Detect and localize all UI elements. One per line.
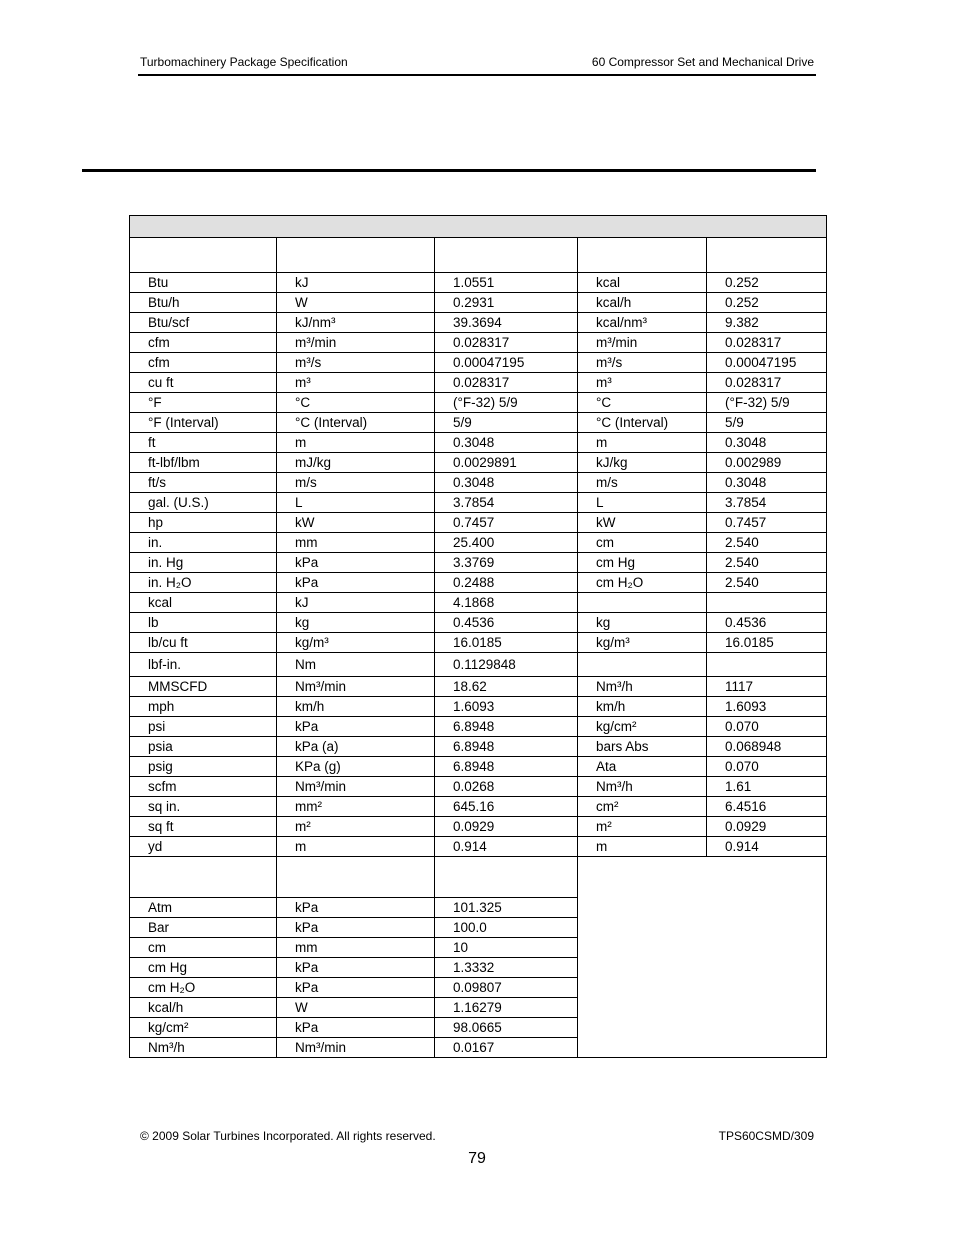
table-cell: 0.002989: [707, 453, 827, 473]
header-rule: [138, 74, 816, 76]
blank-area: [578, 857, 827, 1058]
table-cell: kcal: [130, 593, 277, 613]
table-cell: kJ/kg: [578, 453, 707, 473]
table-row: [130, 717, 827, 737]
table-cell: m³/min: [277, 333, 435, 353]
table-cell: [707, 593, 827, 613]
table-row: [130, 453, 827, 473]
table-cell: 101.325: [435, 898, 578, 918]
table-cell: m³/s: [578, 353, 707, 373]
table-cell: cm²: [578, 797, 707, 817]
table-cell: (°F-32) 5/9: [707, 393, 827, 413]
table-cell: 0.7457: [435, 513, 578, 533]
table-title-cell: [130, 216, 827, 238]
table-cell: 0.2931: [435, 293, 578, 313]
table-cell: 0.1129848: [435, 653, 578, 677]
table-cell: 39.3694: [435, 313, 578, 333]
table-cell: psia: [130, 737, 277, 757]
table-cell: [707, 653, 827, 677]
table-cell: cm: [130, 938, 277, 958]
table-cell: 2.540: [707, 533, 827, 553]
table-row: [130, 817, 827, 837]
table-cell: MMSCFD: [130, 677, 277, 697]
table-cell: cm H₂O: [130, 978, 277, 998]
table-cell: 0.0929: [435, 817, 578, 837]
table-cell: 0.3048: [707, 433, 827, 453]
table-row: [130, 373, 827, 393]
table-cell: Nm³/h: [130, 1038, 277, 1058]
table-cell: 98.0665: [435, 1018, 578, 1038]
table-cell: Btu/h: [130, 293, 277, 313]
table-cell: cfm: [130, 333, 277, 353]
table-cell: 1.16279: [435, 998, 578, 1018]
table-cell: 1.3332: [435, 958, 578, 978]
table-cell: 16.0185: [435, 633, 578, 653]
table-row: [130, 837, 827, 857]
table-row: [130, 293, 827, 313]
table-cell: in. Hg: [130, 553, 277, 573]
table-cell: kW: [277, 513, 435, 533]
table-cell: 0.914: [435, 837, 578, 857]
table-row: [130, 553, 827, 573]
table-cell: lb: [130, 613, 277, 633]
table-row: [130, 413, 827, 433]
table-cell: 0.0029891: [435, 453, 578, 473]
table-cell: kPa: [277, 918, 435, 938]
table-row: [130, 533, 827, 553]
table-cell: mph: [130, 697, 277, 717]
page-number: 79: [468, 1150, 486, 1167]
table-row: [130, 333, 827, 353]
table-row: [130, 653, 827, 677]
table-cell: 18.62: [435, 677, 578, 697]
table-cell: kcal/nm³: [578, 313, 707, 333]
table-row: [130, 393, 827, 413]
table-cell: Ata: [578, 757, 707, 777]
table-cell: 0.09807: [435, 978, 578, 998]
table-cell: mm: [277, 533, 435, 553]
table-cell: 6.4516: [707, 797, 827, 817]
table-cell: 0.3048: [435, 433, 578, 453]
table-cell: mm: [277, 938, 435, 958]
table-row: [130, 273, 827, 293]
table-cell: scfm: [130, 777, 277, 797]
table-cell: 0.00047195: [435, 353, 578, 373]
document-id: TPS60CSMD/309: [718, 1129, 814, 1143]
table-cell: 1.6093: [707, 697, 827, 717]
table-cell: gal. (U.S.): [130, 493, 277, 513]
table-row: [130, 737, 827, 757]
table-cell: in.: [130, 533, 277, 553]
table-cell: m²: [578, 817, 707, 837]
table-cell: 0.068948: [707, 737, 827, 757]
table-cell: Nm³/h: [578, 777, 707, 797]
table-cell: m³/min: [578, 333, 707, 353]
table-cell: lb/cu ft: [130, 633, 277, 653]
header-cell: [707, 238, 827, 273]
table-row: [130, 613, 827, 633]
table-cell: °C (Interval): [277, 413, 435, 433]
conversion-table: [129, 215, 827, 1058]
table-cell: kPa: [277, 1018, 435, 1038]
subheader-cell: [130, 857, 277, 898]
table-cell: 0.2488: [435, 573, 578, 593]
table-title-row: [130, 216, 827, 238]
table-row: [130, 473, 827, 493]
table-cell: Bar: [130, 918, 277, 938]
table-cell: cfm: [130, 353, 277, 373]
table-cell: °C (Interval): [578, 413, 707, 433]
table-cell: cu ft: [130, 373, 277, 393]
table-cell: [578, 593, 707, 613]
table-cell: W: [277, 998, 435, 1018]
table-cell: 0.3048: [435, 473, 578, 493]
table-cell: Nm³/min: [277, 1038, 435, 1058]
table-cell: bars Abs: [578, 737, 707, 757]
table-cell: 0.4536: [435, 613, 578, 633]
table-cell: m: [277, 433, 435, 453]
table-cell: 6.8948: [435, 737, 578, 757]
table-cell: 0.252: [707, 293, 827, 313]
table-cell: Nm³/h: [578, 677, 707, 697]
table-cell: 0.028317: [707, 373, 827, 393]
table-cell: 0.914: [707, 837, 827, 857]
table-row: [130, 757, 827, 777]
table-cell: cm Hg: [130, 958, 277, 978]
table-cell: Btu: [130, 273, 277, 293]
table-row: [130, 777, 827, 797]
table-header-row: [130, 238, 827, 273]
table-cell: (°F-32) 5/9: [435, 393, 578, 413]
table-cell: °C: [277, 393, 435, 413]
table-cell: 3.7854: [707, 493, 827, 513]
table-cell: kPa: [277, 978, 435, 998]
table-cell: kcal/h: [578, 293, 707, 313]
table-row: [130, 353, 827, 373]
table-cell: Nm³/min: [277, 677, 435, 697]
table-cell: 4.1868: [435, 593, 578, 613]
table-cell: cm Hg: [578, 553, 707, 573]
table-cell: cm H₂O: [578, 573, 707, 593]
table-cell: 0.028317: [435, 333, 578, 353]
table-cell: kW: [578, 513, 707, 533]
table-cell: 2.540: [707, 573, 827, 593]
table-cell: 25.400: [435, 533, 578, 553]
table-cell: 5/9: [435, 413, 578, 433]
table-cell: 0.070: [707, 717, 827, 737]
table-cell: m/s: [578, 473, 707, 493]
table-cell: 2.540: [707, 553, 827, 573]
table-cell: kg: [578, 613, 707, 633]
table-cell: kPa: [277, 898, 435, 918]
table-cell: km/h: [578, 697, 707, 717]
table-cell: 100.0: [435, 918, 578, 938]
table-cell: kcal: [578, 273, 707, 293]
table-cell: 0.00047195: [707, 353, 827, 373]
table-cell: ft/s: [130, 473, 277, 493]
table-cell: km/h: [277, 697, 435, 717]
table-cell: 6.8948: [435, 717, 578, 737]
header-cell: [277, 238, 435, 273]
table-cell: 0.028317: [435, 373, 578, 393]
table-cell: W: [277, 293, 435, 313]
table-cell: in. H₂O: [130, 573, 277, 593]
table-cell: 5/9: [707, 413, 827, 433]
table-cell: psi: [130, 717, 277, 737]
table-row: [130, 593, 827, 613]
table-cell: 0.7457: [707, 513, 827, 533]
table-cell: kPa: [277, 553, 435, 573]
table-row: [130, 797, 827, 817]
section-rule: [82, 169, 816, 172]
table-row: [130, 513, 827, 533]
table-cell: kg/cm²: [130, 1018, 277, 1038]
table-cell: L: [578, 493, 707, 513]
table-cell: 0.252: [707, 273, 827, 293]
table-cell: Nm³/min: [277, 777, 435, 797]
table-cell: mJ/kg: [277, 453, 435, 473]
table-cell: °F: [130, 393, 277, 413]
table-cell: kJ: [277, 273, 435, 293]
table-cell: 1.61: [707, 777, 827, 797]
header-cell: [578, 238, 707, 273]
table-cell: kPa: [277, 717, 435, 737]
table-cell: L: [277, 493, 435, 513]
table-cell: kg/cm²: [578, 717, 707, 737]
table-cell: sq ft: [130, 817, 277, 837]
table-cell: m³/s: [277, 353, 435, 373]
table-cell: sq in.: [130, 797, 277, 817]
table-cell: 3.3769: [435, 553, 578, 573]
table-row: [130, 573, 827, 593]
table-cell: kPa: [277, 958, 435, 978]
table-cell: °C: [578, 393, 707, 413]
table-cell: kcal/h: [130, 998, 277, 1018]
table-cell: m³: [578, 373, 707, 393]
table-cell: kPa: [277, 573, 435, 593]
table-row: [130, 433, 827, 453]
table-cell: 0.0268: [435, 777, 578, 797]
table-cell: kJ: [277, 593, 435, 613]
table-cell: 1.0551: [435, 273, 578, 293]
table-cell: 6.8948: [435, 757, 578, 777]
table-cell: 3.7854: [435, 493, 578, 513]
subheader-cell: [277, 857, 435, 898]
table-cell: 645.16: [435, 797, 578, 817]
table-cell: kJ/nm³: [277, 313, 435, 333]
table-cell: 0.070: [707, 757, 827, 777]
table-cell: m: [578, 433, 707, 453]
table-cell: kg: [277, 613, 435, 633]
table-cell: Atm: [130, 898, 277, 918]
table-cell: 0.0167: [435, 1038, 578, 1058]
table-cell: 1.6093: [435, 697, 578, 717]
table-cell: 1117: [707, 677, 827, 697]
table-cell: mm²: [277, 797, 435, 817]
table-cell: KPa (g): [277, 757, 435, 777]
table-cell: 16.0185: [707, 633, 827, 653]
table-cell: 0.3048: [707, 473, 827, 493]
table-cell: kg/m³: [578, 633, 707, 653]
table-cell: m/s: [277, 473, 435, 493]
table-cell: yd: [130, 837, 277, 857]
table-cell: 0.0929: [707, 817, 827, 837]
table-cell: Nm: [277, 653, 435, 677]
table-cell: cm: [578, 533, 707, 553]
subheader-cell: [435, 857, 578, 898]
table-cell: kPa (a): [277, 737, 435, 757]
table-row: [130, 677, 827, 697]
table-cell: psig: [130, 757, 277, 777]
table-cell: [578, 653, 707, 677]
table-cell: lbf-in.: [130, 653, 277, 677]
table-cell: Btu/scf: [130, 313, 277, 333]
running-header-title: Turbomachinery Package Specification: [140, 55, 348, 69]
table-cell: ft: [130, 433, 277, 453]
table-cell: m: [277, 837, 435, 857]
table-row: [130, 493, 827, 513]
table-cell: ft-lbf/lbm: [130, 453, 277, 473]
copyright-notice: © 2009 Solar Turbines Incorporated. All rights reserved.: [140, 1129, 436, 1143]
table-cell: kg/m³: [277, 633, 435, 653]
header-cell: [435, 238, 578, 273]
table-cell: m²: [277, 817, 435, 837]
table-cell: 0.028317: [707, 333, 827, 353]
table-cell: m: [578, 837, 707, 857]
table-cell: m³: [277, 373, 435, 393]
header-cell: [130, 238, 277, 273]
running-header-section: 60 Compressor Set and Mechanical Drive: [591, 55, 814, 69]
table-row: [130, 313, 827, 333]
table-subheader-row: [130, 857, 827, 898]
table-cell: °F (Interval): [130, 413, 277, 433]
table-cell: 9.382: [707, 313, 827, 333]
table-cell: 0.4536: [707, 613, 827, 633]
table-row: [130, 633, 827, 653]
table-row: [130, 697, 827, 717]
table-cell: hp: [130, 513, 277, 533]
table-cell: 10: [435, 938, 578, 958]
